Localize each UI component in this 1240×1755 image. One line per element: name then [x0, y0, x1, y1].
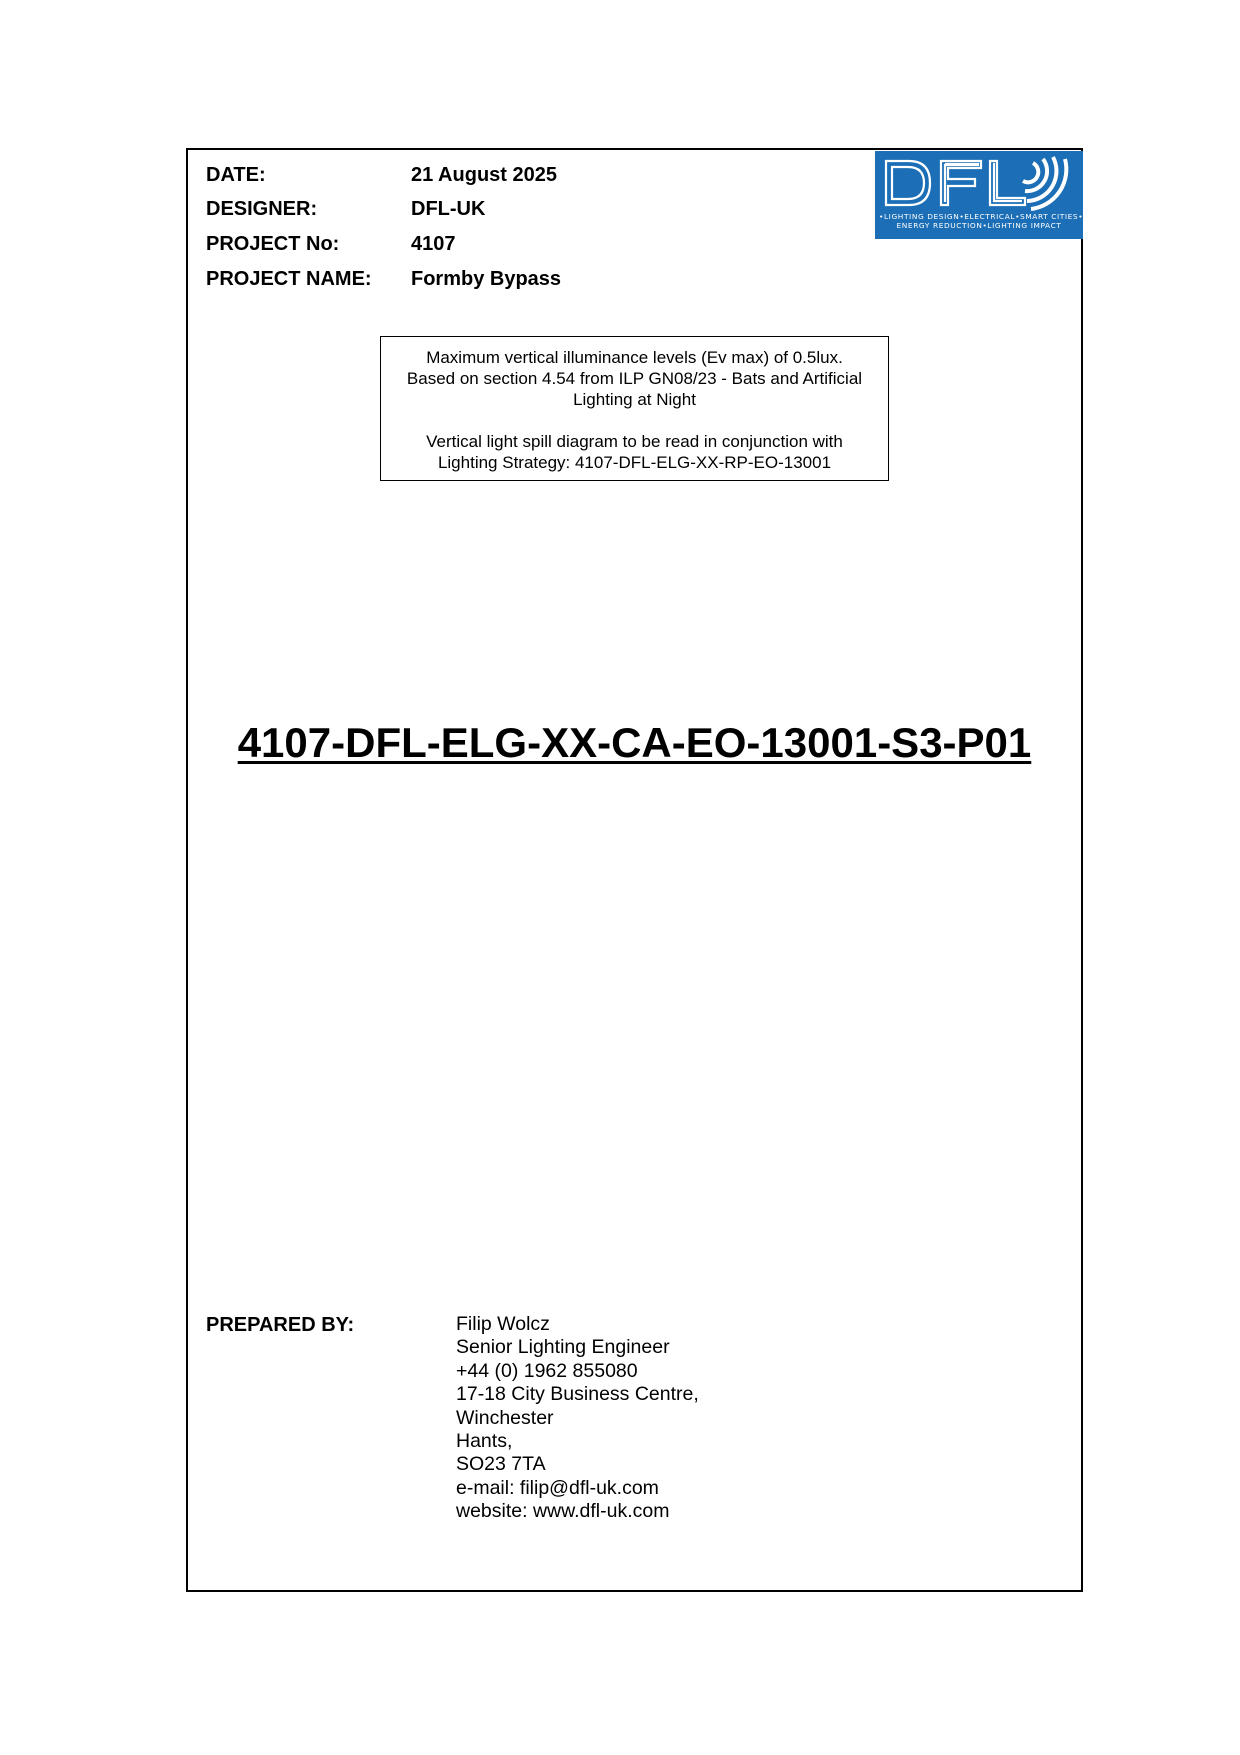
- date-value: 21 August 2025: [411, 164, 557, 186]
- notice-line: Vertical light spill diagram to be read in conjunction with: [426, 432, 843, 451]
- contact-email[interactable]: e-mail: filip@dfl-uk.com: [456, 1476, 659, 1499]
- project-name-value: Formby Bypass: [411, 268, 562, 290]
- contact-phone: +44 (0) 1962 855080: [456, 1359, 638, 1382]
- project-no-value: 4107: [411, 233, 456, 255]
- contact-details: [456, 1313, 699, 1524]
- designer-label: DESIGNER:: [206, 198, 318, 220]
- contact-name: Filip Wolcz: [456, 1313, 550, 1335]
- designer-value: DFL-UK: [411, 198, 486, 220]
- dfl-logo: [875, 151, 1083, 239]
- contact-role: Senior Lighting Engineer: [456, 1336, 670, 1359]
- contact-postcode: SO23 7TA: [456, 1453, 546, 1476]
- document-number: 4107-DFL-ELG-XX-CA-EO-13001-S3-P01: [237, 719, 1032, 766]
- contact-address-line: Winchester: [456, 1406, 554, 1429]
- logo-tagline-2: ENERGY REDUCTION•LIGHTING IMPACT: [896, 221, 1062, 230]
- notice-line: Based on section 4.54 from ILP GN08/23 - Bats and Artificial: [406, 369, 863, 388]
- notice-box: [380, 336, 889, 481]
- date-label: DATE:: [206, 164, 266, 186]
- project-no-label: PROJECT No:: [206, 233, 340, 255]
- notice-line: Lighting Strategy: 4107-DFL-ELG-XX-RP-EO-13001: [437, 453, 832, 472]
- logo-tagline-1: •LIGHTING DESIGN•ELECTRICAL•SMART CITIES•: [879, 212, 1083, 221]
- notice-line: Lighting at Night: [573, 390, 696, 409]
- notice-line: Maximum vertical illuminance levels (Ev max) of 0.5lux.: [426, 348, 843, 367]
- prepared-by-label: PREPARED BY:: [206, 1314, 355, 1336]
- contact-address-line: Hants,: [456, 1430, 513, 1453]
- project-name-label: PROJECT NAME:: [206, 268, 372, 290]
- contact-address-line: 17-18 City Business Centre,: [456, 1383, 699, 1406]
- page-frame: [186, 148, 1083, 1592]
- contact-website[interactable]: website: www.dfl-uk.com: [456, 1500, 670, 1523]
